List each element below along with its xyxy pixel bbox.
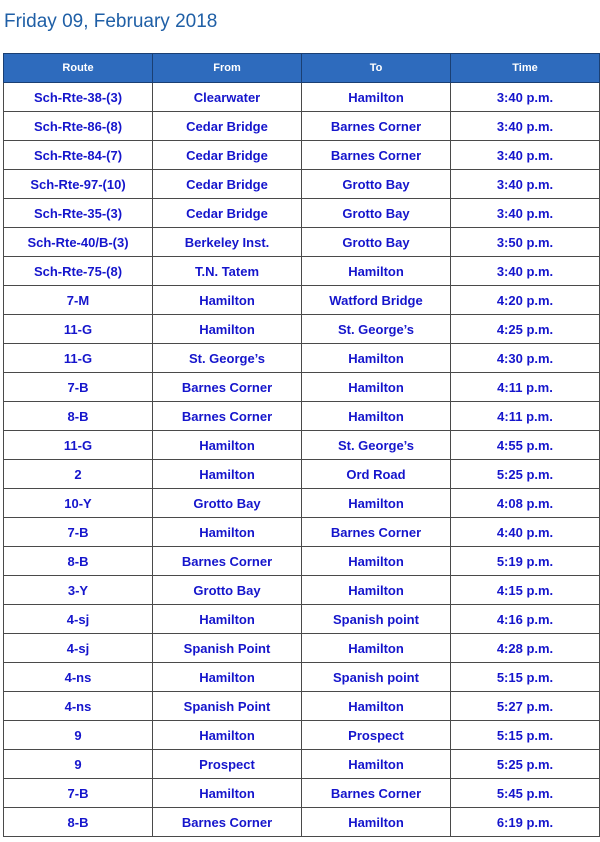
to-cell: Hamilton xyxy=(302,257,451,286)
from-cell: Hamilton xyxy=(153,315,302,344)
time-cell: 5:25 p.m. xyxy=(451,750,600,779)
time-cell: 4:11 p.m. xyxy=(451,402,600,431)
time-cell: 3:40 p.m. xyxy=(451,141,600,170)
from-cell: Barnes Corner xyxy=(153,808,302,837)
header-route: Route xyxy=(4,54,153,83)
time-cell: 4:28 p.m. xyxy=(451,634,600,663)
route-cell: 7-B xyxy=(4,779,153,808)
table-body xyxy=(4,83,600,837)
from-cell: Hamilton xyxy=(153,518,302,547)
to-cell: St. George’s xyxy=(302,431,451,460)
time-cell: 3:40 p.m. xyxy=(451,112,600,141)
from-cell: T.N. Tatem xyxy=(153,257,302,286)
table-row xyxy=(4,83,600,112)
route-cell: 8-B xyxy=(4,402,153,431)
table-row xyxy=(4,576,600,605)
table-row xyxy=(4,663,600,692)
route-cell: 10-Y xyxy=(4,489,153,518)
route-cell: 7-B xyxy=(4,518,153,547)
table-row xyxy=(4,692,600,721)
from-cell: St. George’s xyxy=(153,344,302,373)
to-cell: Hamilton xyxy=(302,547,451,576)
time-cell: 5:25 p.m. xyxy=(451,460,600,489)
route-cell: 8-B xyxy=(4,547,153,576)
page-title: Friday 09, February 2018 xyxy=(4,11,218,32)
from-cell: Cedar Bridge xyxy=(153,170,302,199)
route-cell: 7-B xyxy=(4,373,153,402)
to-cell: Grotto Bay xyxy=(302,228,451,257)
to-cell: Hamilton xyxy=(302,373,451,402)
from-cell: Grotto Bay xyxy=(153,489,302,518)
route-cell: Sch-Rte-38-(3) xyxy=(4,83,153,112)
time-cell: 3:40 p.m. xyxy=(451,199,600,228)
table-row xyxy=(4,373,600,402)
route-cell: 8-B xyxy=(4,808,153,837)
time-cell: 3:50 p.m. xyxy=(451,228,600,257)
to-cell: Hamilton xyxy=(302,576,451,605)
header-from: From xyxy=(153,54,302,83)
table-row xyxy=(4,112,600,141)
from-cell: Grotto Bay xyxy=(153,576,302,605)
time-cell: 3:40 p.m. xyxy=(451,170,600,199)
table-row xyxy=(4,199,600,228)
route-cell: 9 xyxy=(4,750,153,779)
time-cell: 4:30 p.m. xyxy=(451,344,600,373)
time-cell: 5:27 p.m. xyxy=(451,692,600,721)
route-cell: 9 xyxy=(4,721,153,750)
to-cell: Spanish point xyxy=(302,663,451,692)
route-cell: Sch-Rte-35-(3) xyxy=(4,199,153,228)
from-cell: Prospect xyxy=(153,750,302,779)
time-cell: 3:40 p.m. xyxy=(451,257,600,286)
time-cell: 5:19 p.m. xyxy=(451,547,600,576)
from-cell: Hamilton xyxy=(153,779,302,808)
time-cell: 4:40 p.m. xyxy=(451,518,600,547)
table-row xyxy=(4,286,600,315)
to-cell: Hamilton xyxy=(302,634,451,663)
to-cell: Hamilton xyxy=(302,402,451,431)
from-cell: Hamilton xyxy=(153,663,302,692)
to-cell: St. George’s xyxy=(302,315,451,344)
table-row xyxy=(4,344,600,373)
route-cell: 3-Y xyxy=(4,576,153,605)
to-cell: Hamilton xyxy=(302,692,451,721)
table-row xyxy=(4,460,600,489)
table-row xyxy=(4,431,600,460)
to-cell: Grotto Bay xyxy=(302,170,451,199)
to-cell: Hamilton xyxy=(302,83,451,112)
from-cell: Hamilton xyxy=(153,460,302,489)
to-cell: Spanish point xyxy=(302,605,451,634)
table-row xyxy=(4,518,600,547)
from-cell: Hamilton xyxy=(153,431,302,460)
table-row xyxy=(4,808,600,837)
table-row xyxy=(4,721,600,750)
table-row xyxy=(4,489,600,518)
bus-schedule-table xyxy=(3,53,600,837)
route-cell: 7-M xyxy=(4,286,153,315)
from-cell: Barnes Corner xyxy=(153,402,302,431)
route-cell: Sch-Rte-40/B-(3) xyxy=(4,228,153,257)
time-cell: 5:45 p.m. xyxy=(451,779,600,808)
time-cell: 5:15 p.m. xyxy=(451,721,600,750)
route-cell: Sch-Rte-75-(8) xyxy=(4,257,153,286)
from-cell: Barnes Corner xyxy=(153,373,302,402)
table-row xyxy=(4,315,600,344)
from-cell: Barnes Corner xyxy=(153,547,302,576)
table-header xyxy=(4,54,600,83)
to-cell: Hamilton xyxy=(302,489,451,518)
table-row xyxy=(4,779,600,808)
time-cell: 4:16 p.m. xyxy=(451,605,600,634)
to-cell: Hamilton xyxy=(302,344,451,373)
route-cell: 4-ns xyxy=(4,663,153,692)
to-cell: Barnes Corner xyxy=(302,779,451,808)
table-row xyxy=(4,141,600,170)
route-cell: Sch-Rte-97-(10) xyxy=(4,170,153,199)
from-cell: Clearwater xyxy=(153,83,302,112)
table-row xyxy=(4,257,600,286)
to-cell: Hamilton xyxy=(302,808,451,837)
to-cell: Hamilton xyxy=(302,750,451,779)
time-cell: 6:19 p.m. xyxy=(451,808,600,837)
header-to: To xyxy=(302,54,451,83)
table-row xyxy=(4,228,600,257)
header-row xyxy=(4,54,600,83)
route-cell: 11-G xyxy=(4,315,153,344)
from-cell: Hamilton xyxy=(153,605,302,634)
time-cell: 4:25 p.m. xyxy=(451,315,600,344)
header-time: Time xyxy=(451,54,600,83)
time-cell: 4:55 p.m. xyxy=(451,431,600,460)
table-row xyxy=(4,750,600,779)
time-cell: 4:08 p.m. xyxy=(451,489,600,518)
time-cell: 4:15 p.m. xyxy=(451,576,600,605)
route-cell: 4-sj xyxy=(4,634,153,663)
from-cell: Berkeley Inst. xyxy=(153,228,302,257)
route-cell: Sch-Rte-86-(8) xyxy=(4,112,153,141)
route-cell: 2 xyxy=(4,460,153,489)
from-cell: Cedar Bridge xyxy=(153,199,302,228)
table-row xyxy=(4,402,600,431)
from-cell: Cedar Bridge xyxy=(153,112,302,141)
to-cell: Watford Bridge xyxy=(302,286,451,315)
table-row xyxy=(4,547,600,576)
route-cell: 11-G xyxy=(4,344,153,373)
route-cell: 11-G xyxy=(4,431,153,460)
from-cell: Hamilton xyxy=(153,721,302,750)
to-cell: Barnes Corner xyxy=(302,518,451,547)
from-cell: Spanish Point xyxy=(153,634,302,663)
table-row xyxy=(4,605,600,634)
to-cell: Ord Road xyxy=(302,460,451,489)
route-cell: 4-ns xyxy=(4,692,153,721)
from-cell: Spanish Point xyxy=(153,692,302,721)
to-cell: Grotto Bay xyxy=(302,199,451,228)
time-cell: 3:40 p.m. xyxy=(451,83,600,112)
to-cell: Barnes Corner xyxy=(302,141,451,170)
route-cell: Sch-Rte-84-(7) xyxy=(4,141,153,170)
table-row xyxy=(4,170,600,199)
to-cell: Prospect xyxy=(302,721,451,750)
from-cell: Hamilton xyxy=(153,286,302,315)
time-cell: 4:11 p.m. xyxy=(451,373,600,402)
time-cell: 5:15 p.m. xyxy=(451,663,600,692)
table-row xyxy=(4,634,600,663)
from-cell: Cedar Bridge xyxy=(153,141,302,170)
time-cell: 4:20 p.m. xyxy=(451,286,600,315)
route-cell: 4-sj xyxy=(4,605,153,634)
to-cell: Barnes Corner xyxy=(302,112,451,141)
